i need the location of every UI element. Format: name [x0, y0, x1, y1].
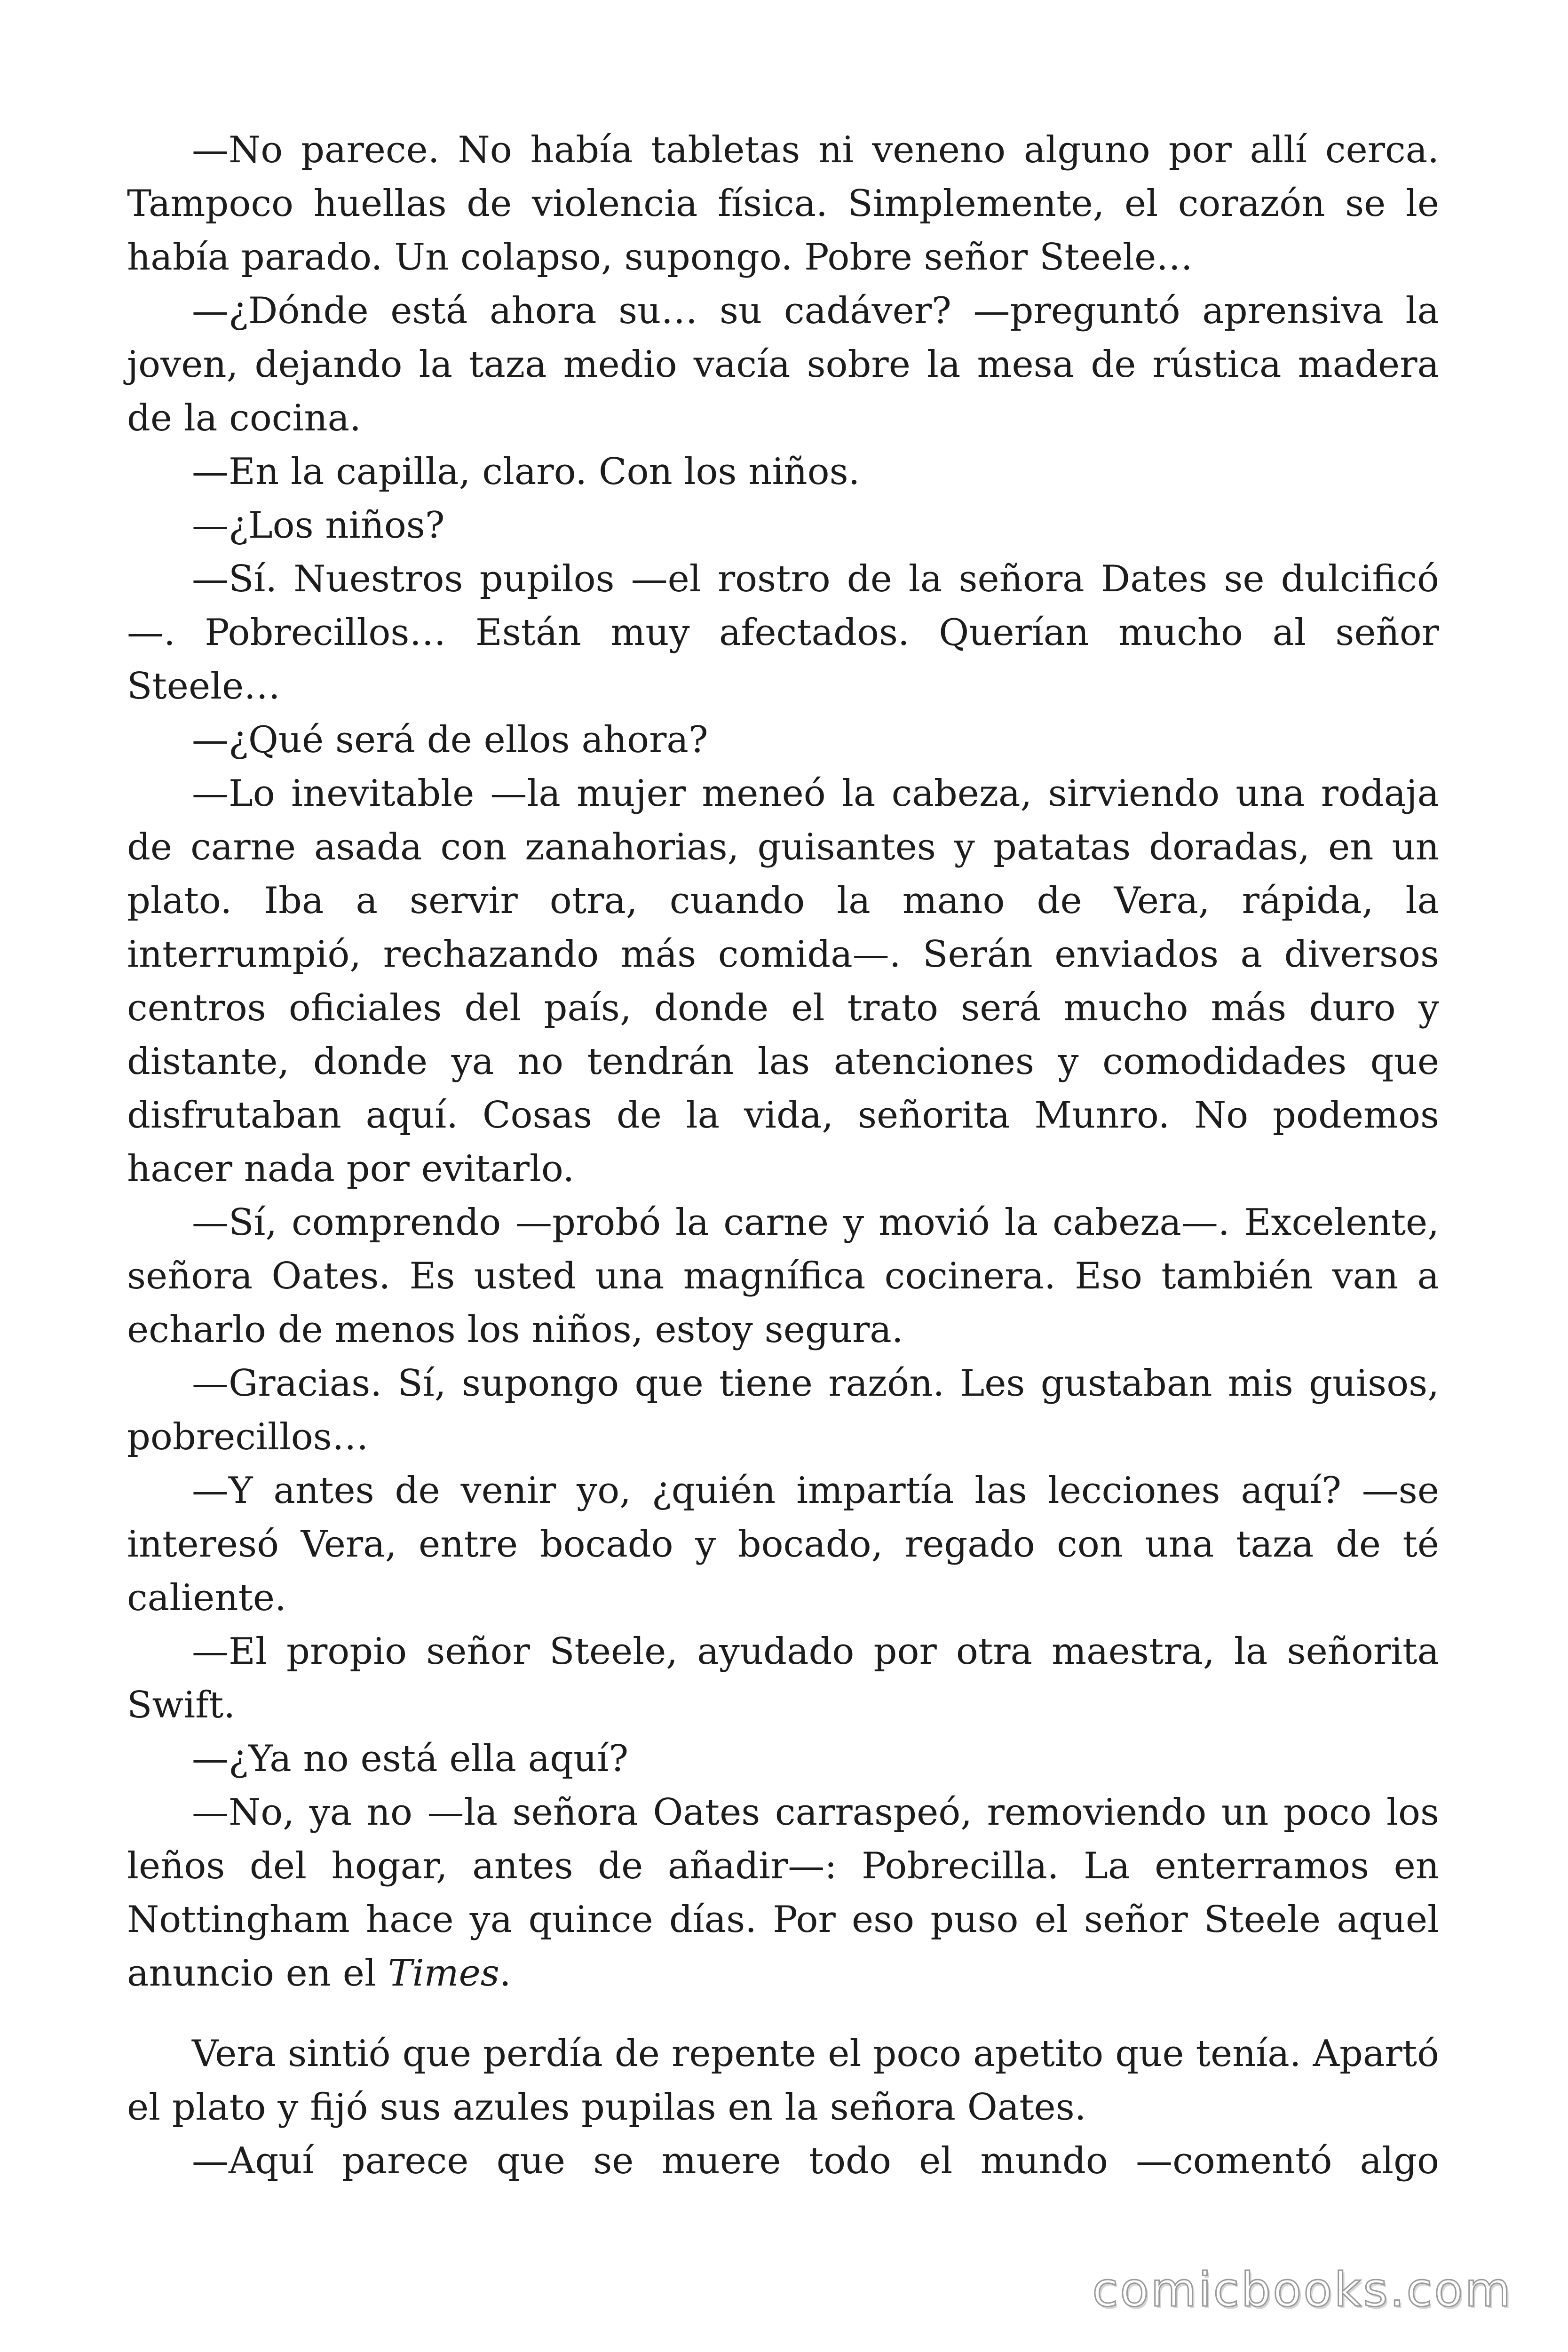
paragraph: —¿Dónde está ahora su… su cadáver? —preguntó aprensiva la joven, dejando la taza medio vacía sobre la mesa de rústica madera de la cocina. — [127, 290, 1439, 439]
paragraph-text: —No, ya no —la señora Oates carraspeó, removiendo un poco los leños del hogar, antes de añadir—: Pobrecilla. La enterramos en Nottingham hace ya quince días. Por eso puso el señor Steele aquel anuncio en el — [127, 1791, 1439, 1994]
paragraph: —Lo inevitable —la mujer meneó la cabeza, sirviendo una rodaja de carne asada con zanahorias, guisantes y patatas doradas, en un plato. Iba a servir otra, cuando la mano de Vera, rápida, la interrumpió, rechazando más comida—. Serán enviados a diversos centros oficiales del país, donde el trato será mucho más duro y distante, donde ya no tendrán las atenciones y comodidades que disfrutaban aquí. Cosas de la vida, señorita Munro. No podemos hacer nada por evitarlo. — [127, 772, 1439, 1190]
paragraph: Vera sintió que perdía de repente el poco apetito que tenía. Apartó el plato y fijó sus azules pupilas en la señora Oates. — [127, 2033, 1439, 2129]
paragraph: —¿Los niños? — [192, 504, 445, 547]
paragraph: —Gracias. Sí, supongo que tiene razón. Les gustaban mis guisos, pobrecillos… — [127, 1362, 1439, 1458]
paragraph: —Sí. Nuestros pupilos —el rostro de la señora Dates se dulcificó —. Pobrecillos… Están muy afectados. Querían mucho al señor Steele… — [127, 558, 1439, 707]
paragraph: —El propio señor Steele, ayudado por otra maestra, la señorita Swift. — [127, 1630, 1439, 1726]
paragraph: —¿Ya no está ella aquí? — [192, 1738, 629, 1780]
paragraph: —No parece. No había tabletas ni veneno alguno por allí cerca. Tampoco huellas de violencia física. Simplemente, el corazón se le había parado. Un colapso, supongo. Pobre señor Steele… — [127, 129, 1439, 278]
watermark-logo: comicbooks.com — [1092, 2262, 1513, 2317]
paragraph: —En la capilla, claro. Con los niños. — [192, 451, 860, 493]
paragraph-text-end: . — [499, 1952, 511, 1994]
paragraph: —Aquí parece que se muere todo el mundo —comentó algo — [192, 2140, 1439, 2182]
paragraph — [127, 1786, 1439, 2000]
italic-title: Times — [388, 1952, 499, 1994]
paragraph: —¿Qué será de ellos ahora? — [192, 719, 708, 761]
paragraph: —Sí, comprendo —probó la carne y movió la cabeza—. Excelente, señora Oates. Es usted una magnífica cocinera. Eso también van a echarlo de menos los niños, estoy segura. — [127, 1201, 1439, 1351]
paragraph: —Y antes de venir yo, ¿quién impartía las lecciones aquí? —se interesó Vera, entre bocado y bocado, regado con una taza de té caliente. — [127, 1470, 1439, 1619]
body-text — [127, 123, 1439, 2188]
